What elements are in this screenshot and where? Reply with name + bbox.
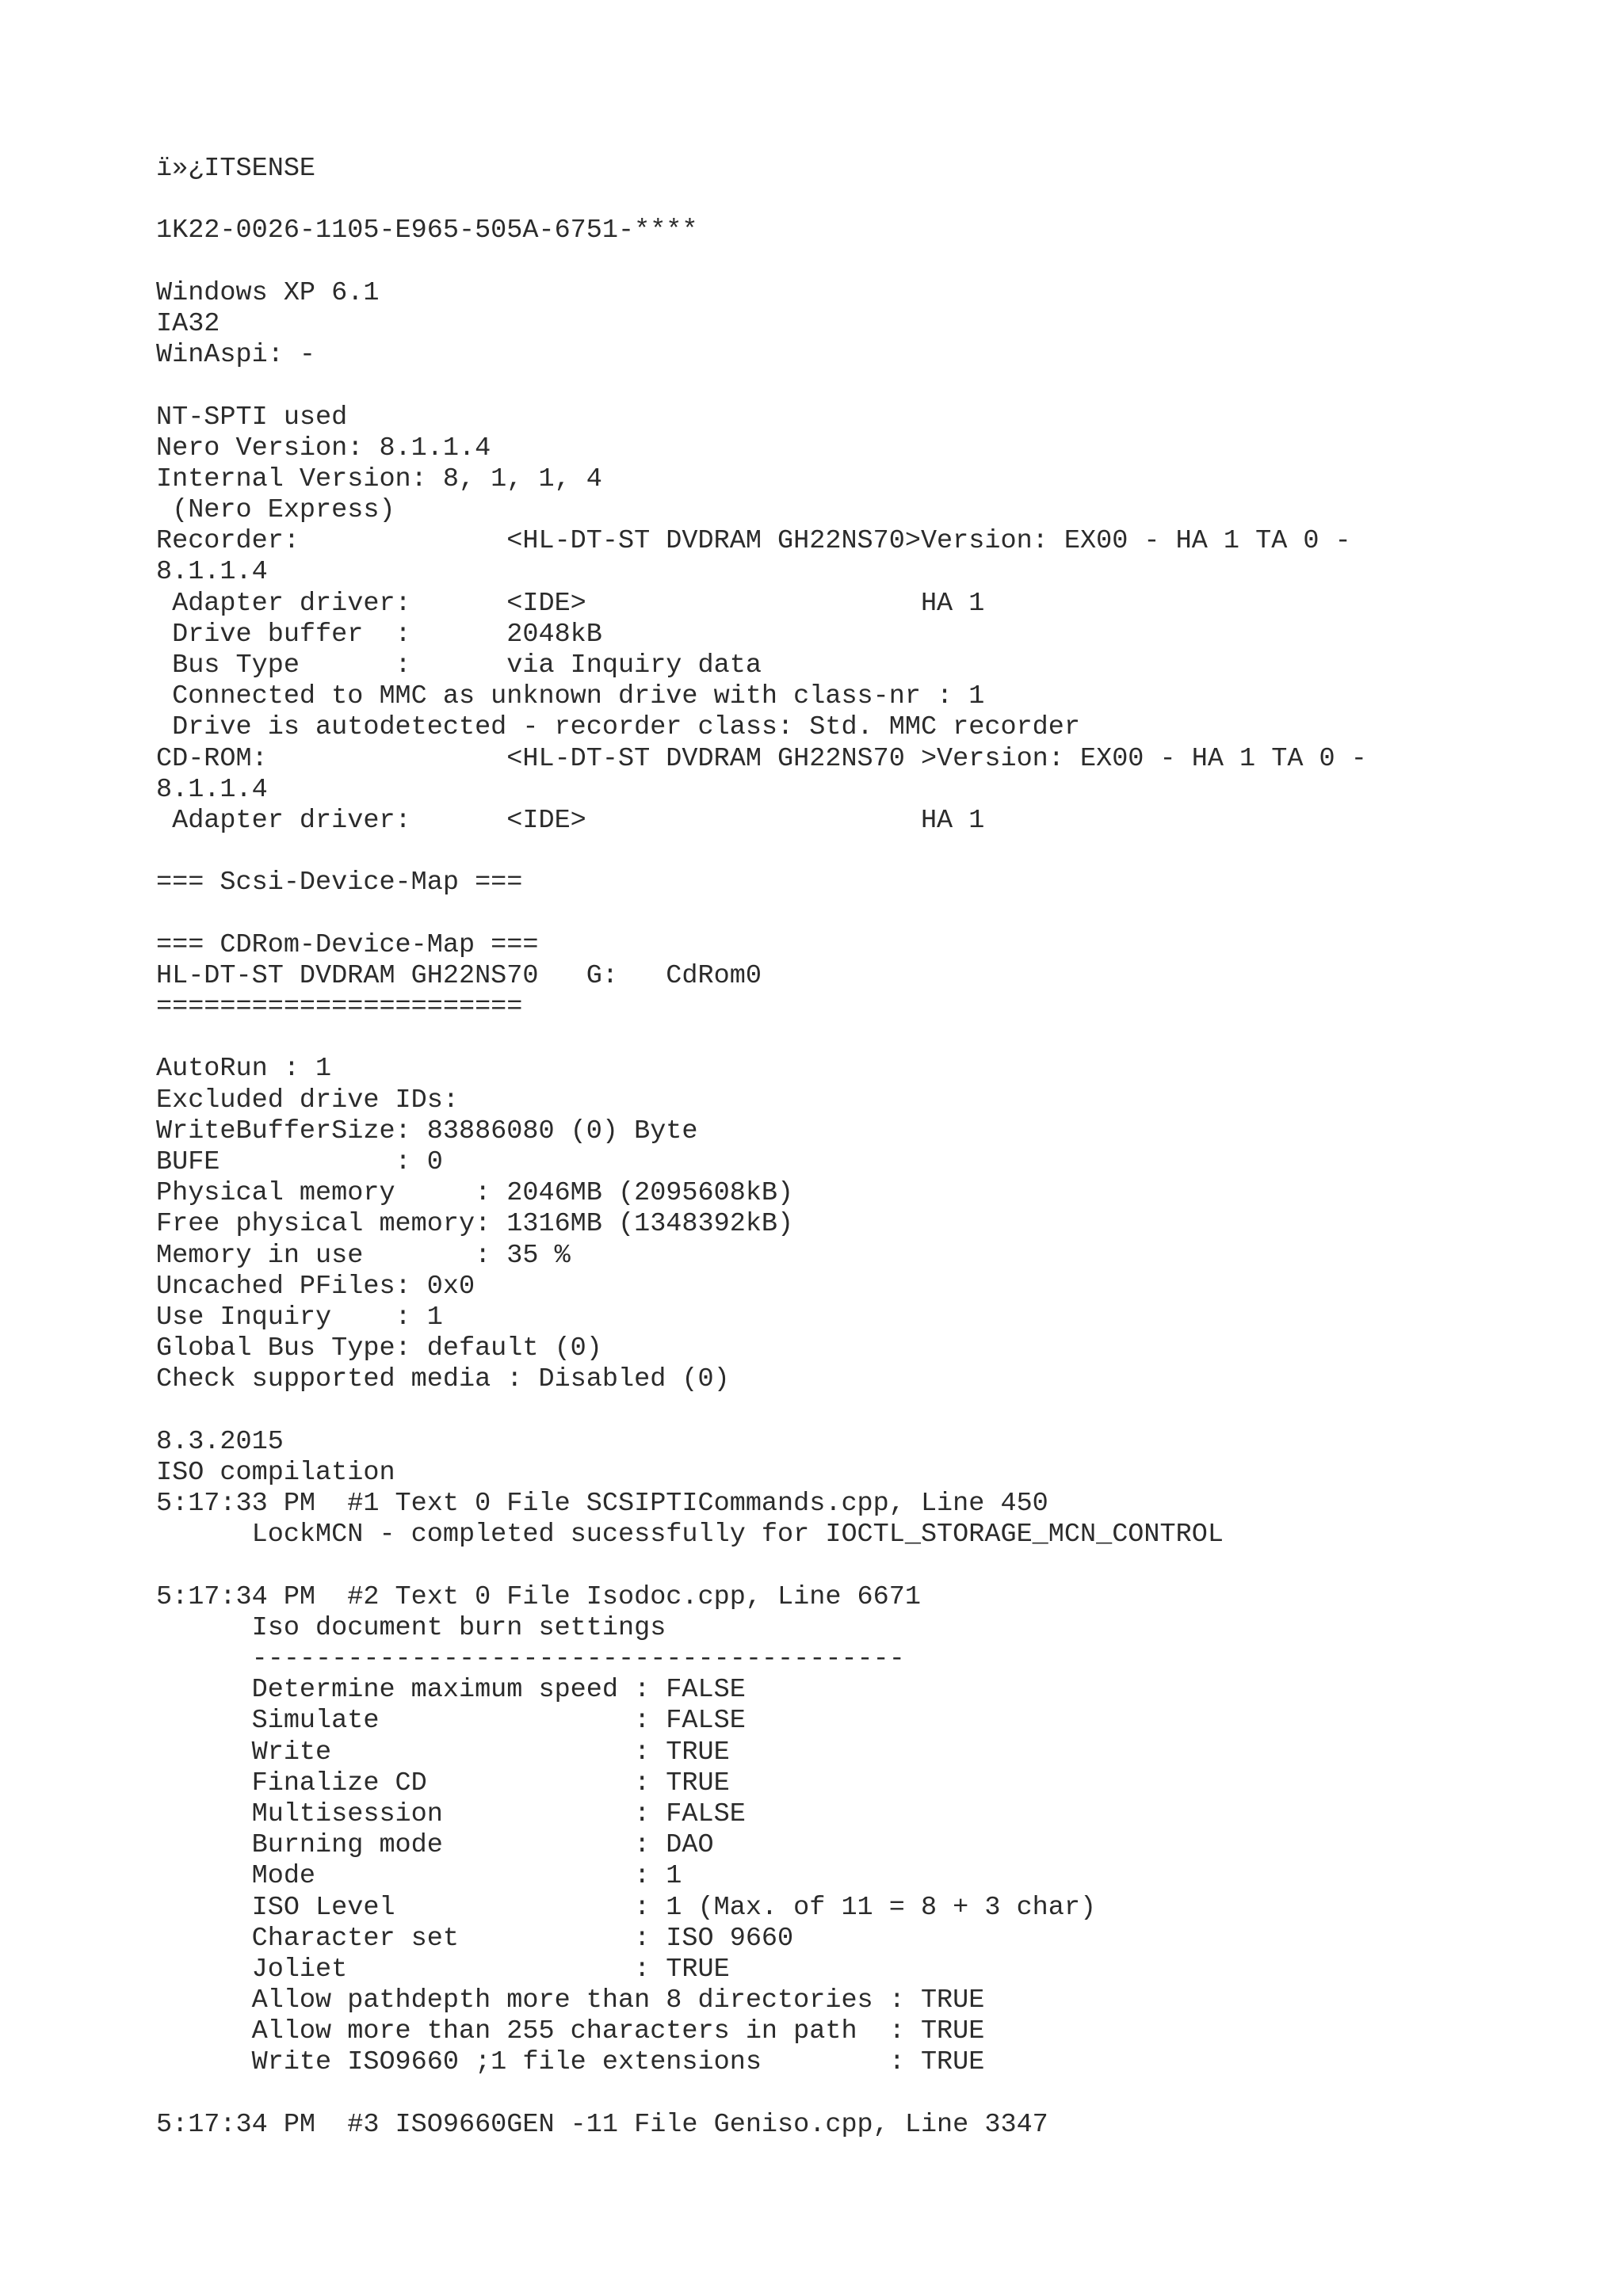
log-document bbox=[156, 154, 1583, 2141]
log-line: ======================= bbox=[156, 992, 523, 1023]
log-line: BUFE : 0 bbox=[156, 1147, 443, 1177]
log-line: Internal Version: 8, 1, 1, 4 bbox=[156, 463, 602, 494]
blank-line bbox=[156, 1550, 1583, 1581]
log-line: WriteBufferSize: 83886080 (0) Byte bbox=[156, 1116, 698, 1146]
log-line: Physical memory : 2046MB (2095608kB) bbox=[156, 1178, 794, 1209]
log-line: Windows XP 6.1 bbox=[156, 277, 380, 308]
blank-line bbox=[156, 247, 1583, 278]
log-line: === CDRom-Device-Map === bbox=[156, 929, 539, 960]
log-line: Free physical memory: 1316MB (1348392kB) bbox=[156, 1209, 794, 1240]
log-line: Mode : 1 bbox=[156, 1861, 682, 1892]
log-line: 8.1.1.4 bbox=[156, 774, 268, 805]
blank-line bbox=[156, 185, 1583, 215]
blank-line bbox=[156, 1396, 1583, 1427]
log-line: ï»¿ITSENSE bbox=[156, 154, 316, 184]
log-line: Finalize CD : TRUE bbox=[156, 1768, 730, 1798]
log-line: Write ISO9660 ;1 file extensions : TRUE bbox=[156, 2047, 985, 2078]
blank-line bbox=[156, 371, 1583, 402]
log-line: IA32 bbox=[156, 308, 220, 339]
log-line: Joliet : TRUE bbox=[156, 1954, 730, 1985]
log-line: 5:17:33 PM #1 Text 0 File SCSIPTICommands.cpp, Line 450 bbox=[156, 1489, 1048, 1520]
blank-line bbox=[156, 1023, 1583, 1054]
log-line: ISO compilation bbox=[156, 1457, 395, 1488]
log-line: Excluded drive IDs: bbox=[156, 1085, 459, 1116]
log-line: NT-SPTI used bbox=[156, 402, 348, 433]
log-line: Drive is autodetected - recorder class: Std. MMC recorder bbox=[156, 712, 1080, 743]
log-line: HL-DT-ST DVDRAM GH22NS70 G: CdRom0 bbox=[156, 960, 762, 991]
log-line: Connected to MMC as unknown drive with class-nr : 1 bbox=[156, 681, 985, 712]
log-line: Adapter driver: <IDE> HA 1 bbox=[156, 805, 985, 836]
log-line: ----------------------------------------- bbox=[156, 1644, 905, 1674]
blank-line bbox=[156, 899, 1583, 930]
log-line: AutoRun : 1 bbox=[156, 1054, 332, 1085]
log-line: Burning mode : DAO bbox=[156, 1830, 714, 1861]
log-line: Bus Type : via Inquiry data bbox=[156, 650, 762, 681]
log-line: Character set : ISO 9660 bbox=[156, 1923, 794, 1954]
log-line: 1K22-0026-1105-E965-505A-6751-**** bbox=[156, 215, 698, 246]
log-line: LockMCN - completed sucessfully for IOCTL_STORAGE_MCN_CONTROL bbox=[156, 1520, 1224, 1550]
log-line: Uncached PFiles: 0x0 bbox=[156, 1271, 475, 1302]
blank-line bbox=[156, 2079, 1583, 2110]
log-line: Adapter driver: <IDE> HA 1 bbox=[156, 588, 985, 619]
log-line: Drive buffer : 2048kB bbox=[156, 619, 602, 650]
log-line: Allow more than 255 characters in path : TRUE bbox=[156, 2016, 985, 2047]
log-line: 5:17:34 PM #3 ISO9660GEN -11 File Geniso.cpp, Line 3347 bbox=[156, 2109, 1048, 2140]
log-line: Nero Version: 8.1.1.4 bbox=[156, 433, 491, 463]
log-line: Check supported media : Disabled (0) bbox=[156, 1364, 730, 1395]
log-line: Use Inquiry : 1 bbox=[156, 1302, 443, 1333]
log-line: (Nero Express) bbox=[156, 495, 395, 526]
log-line: 8.3.2015 bbox=[156, 1426, 284, 1457]
log-line: Recorder: <HL-DT-ST DVDRAM GH22NS70>Version: EX00 - HA 1 TA 0 - bbox=[156, 526, 1351, 557]
log-line: Iso document burn settings bbox=[156, 1612, 666, 1643]
blank-line bbox=[156, 837, 1583, 868]
log-line: Global Bus Type: default (0) bbox=[156, 1333, 602, 1364]
log-line: Simulate : FALSE bbox=[156, 1706, 746, 1737]
log-line: Multisession : FALSE bbox=[156, 1798, 746, 1829]
log-line: Allow pathdepth more than 8 directories : TRUE bbox=[156, 1985, 985, 2016]
log-line: === Scsi-Device-Map === bbox=[156, 868, 523, 898]
log-line: ISO Level : 1 (Max. of 11 = 8 + 3 char) bbox=[156, 1892, 1097, 1923]
log-line: WinAspi: - bbox=[156, 340, 316, 371]
log-line: CD-ROM: <HL-DT-ST DVDRAM GH22NS70 >Version: EX00 - HA 1 TA 0 - bbox=[156, 743, 1367, 774]
log-line: Memory in use : 35 % bbox=[156, 1240, 571, 1271]
log-line: 8.1.1.4 bbox=[156, 557, 268, 588]
log-line: Determine maximum speed : FALSE bbox=[156, 1675, 746, 1706]
log-line: 5:17:34 PM #2 Text 0 File Isodoc.cpp, Line 6671 bbox=[156, 1581, 921, 1612]
log-line: Write : TRUE bbox=[156, 1737, 730, 1768]
